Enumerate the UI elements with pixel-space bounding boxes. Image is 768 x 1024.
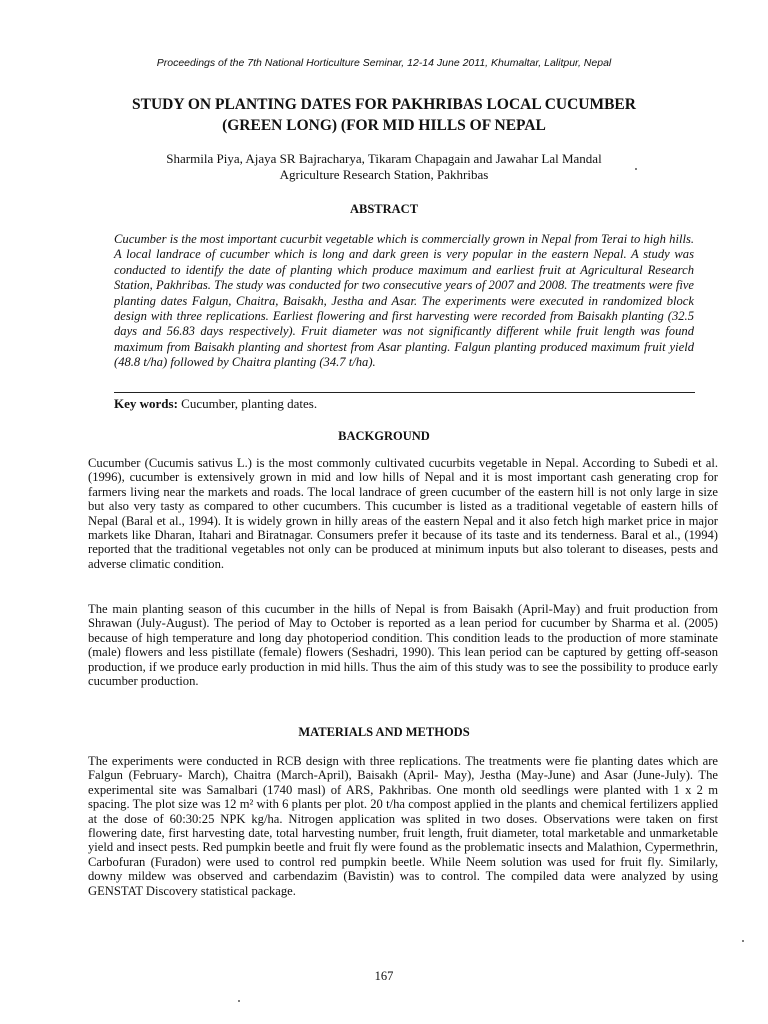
scan-speck bbox=[238, 1000, 240, 1002]
methods-paragraph-1: The experiments were conducted in RCB design with three replications. The treatments were fie planting dates which are Falgun (February- March), Chaitra (March-April), Baisakh (April- May), Jestha (May-June) and Asar (June-July). The experimental site was Samalbari (1740 masl) of ARS, Pakhribas. One month old seedlings were planted with 1 x 2 m spacing. The plot size was 12 m² with 6 plants per plot. 20 t/ha compost applied in the plants and chemical fertilizers applied at the dose of 60:30:25 NPK kg/ha. Nitrogen application was splited in two doses. Observations were taken on first flowering date, first harvesting date, total harvesting number, fruit length, fruit diameter, total marketable and unmarketable yield and insect pests. Red pumpkin beetle and fruit fly were found as the problematic insects and Malathion, Cypermethrin, Carbofuran (Furadon) were used to control red pumpkin beetle. While Neem solution was used for fruit fly. Similarly, downy mildew was observed and carbendazim (Bavistin) was to control. The compiled data were analyzed by using GENSTAT Discovery statistical package. bbox=[88, 754, 718, 898]
paper-title bbox=[80, 94, 688, 136]
keywords-value: Cucumber, planting dates. bbox=[181, 396, 318, 411]
author-affiliation: Agriculture Research Station, Pakhribas bbox=[279, 167, 489, 182]
page-number: 167 bbox=[374, 969, 394, 983]
abstract-divider bbox=[114, 392, 695, 393]
background-paragraph-1: Cucumber (Cucumis sativus L.) is the most commonly cultivated cucurbits vegetable in Nepal. According to Subedi et al. (1996), cucumber is extensively grown in mid and low hills of Nepal and it is most important cash generating crop for farmers living near the markets and roads. The local landrace of green cucumber of the eastern hill is not only large in size but also very tasty as compared to other cucumbers. This cucumber is listed as a traditional vegetable of eastern hills of Nepal (Baral et al., 1994). It is widely grown in hilly areas of the eastern Nepal and it also fetch high market price in major markets like Dharan, Itahari and Biratnagar. Consumers prefer it because of its taste and its tenderness. Baral et al., (1994) reported that the traditional vegetables not only can be produced at minimum inputs but also tolerant to diseases, pests and adverse climatic condition. bbox=[88, 456, 718, 571]
author-names: Sharmila Piya, Ajaya SR Bajracharya, Tikaram Chapagain and Jawahar Lal Mandal bbox=[166, 151, 602, 166]
scan-speck bbox=[635, 168, 637, 170]
abstract-heading: ABSTRACT bbox=[349, 202, 419, 216]
title-line-1: STUDY ON PLANTING DATES FOR PAKHRIBAS LOCAL CUCUMBER bbox=[132, 96, 636, 113]
running-head: Proceedings of the 7th National Horticulture Seminar, 12-14 June 2011, Khumaltar, Lalitpur, Nepal bbox=[156, 57, 612, 69]
background-paragraph-2: The main planting season of this cucumber in the hills of Nepal is from Baisakh (April-May) and fruit production from Shrawan (July-August). The period of May to October is reported as a lean period for cucumber by Sharma et al. (2005) because of high temperature and long day photoperiod condition. This condition leads to the production of more staminate (male) flowers and less pistillate (female) flowers (Seshadri, 1990). This lean period can be captured by getting off-season production, if we produce early production in mid hills. Thus the aim of this study was to see the possibility to produce early cucumber production. bbox=[88, 602, 718, 689]
title-line-2: (GREEN LONG) (FOR MID HILLS OF NEPAL bbox=[222, 117, 546, 134]
keywords-line bbox=[114, 396, 694, 412]
author-block bbox=[80, 151, 688, 183]
methods-heading: MATERIALS AND METHODS bbox=[298, 725, 470, 739]
abstract-text: Cucumber is the most important cucurbit vegetable which is commercially grown in Nepal from Terai to high hills. A local landrace of cucumber which is long and dark green is very popular in the eastern Nepal. A study was conducted to identify the date of planting which produce maximum and earliest fruit at Agricultural Research Station, Pakhribas. The study was conducted for two consecutive years of 2007 and 2008. The treatments were five planting dates Falgun, Chaitra, Baisakh, Jestha and Asar. The experiments were executed in randomized block design with three replications. Earliest flowering and first harvesting were recorded from Baisakh planting (32.5 days and 56.83 days respectively). Fruit diameter was not significantly different while fruit length was found maximum from Baisakh planting and shortest from Asar planting. Falgun planting produced maximum fruit yield (48.8 t/ha) followed by Chaitra planting (34.7 t/ha). bbox=[114, 232, 694, 370]
keywords-label: Key words: bbox=[114, 396, 178, 411]
background-heading: BACKGROUND bbox=[338, 429, 430, 443]
scan-speck bbox=[742, 940, 744, 942]
